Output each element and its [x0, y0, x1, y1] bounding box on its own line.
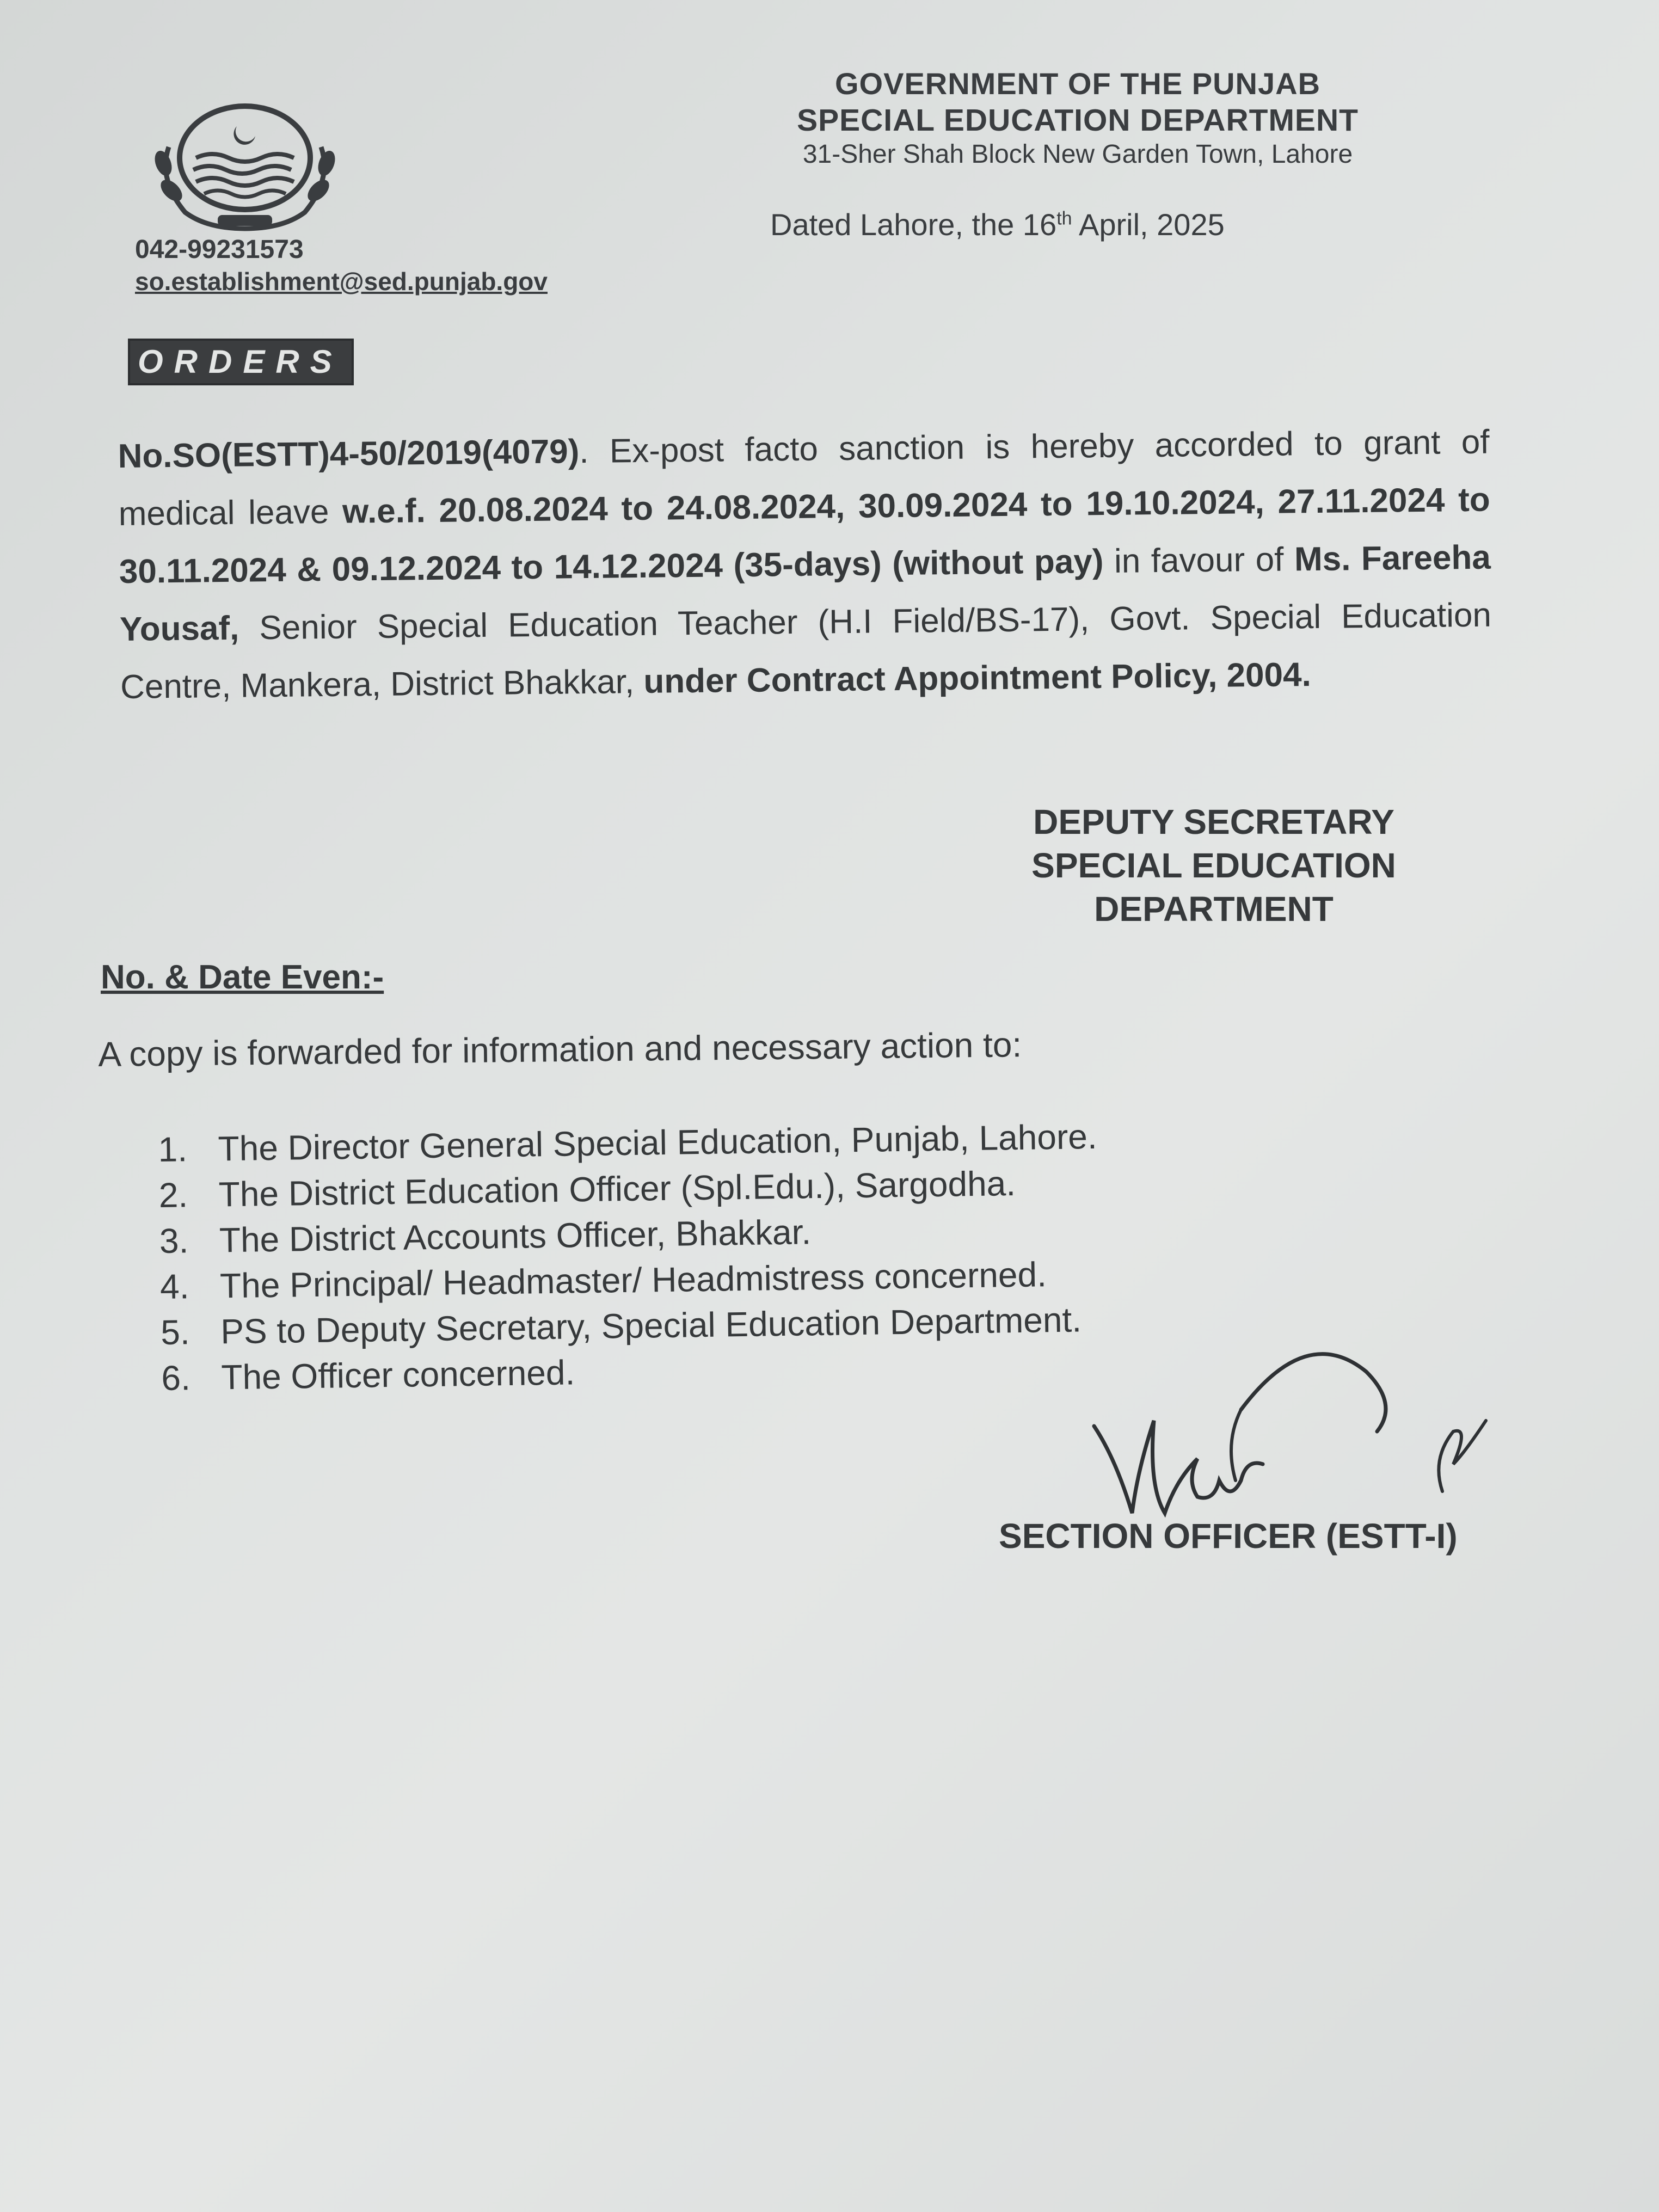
- signatory-line-1: DEPUTY SECRETARY: [1033, 802, 1394, 841]
- section-officer-signatory: SECTION OFFICER (ESTT-I): [999, 1516, 1458, 1556]
- letterhead-address: 31-Sher Shah Block New Garden Town, Lahore: [802, 140, 1353, 169]
- list-item: 6. The Officer concerned.: [161, 1353, 575, 1398]
- list-item: 4. The Principal/ Headmaster/ Headmistress concerned.: [159, 1255, 1047, 1306]
- list-item: 1. The Director General Special Education, Punjab, Lahore.: [158, 1116, 1098, 1169]
- signatory-line-3: DEPARTMENT: [1094, 889, 1334, 929]
- handwritten-signature-icon: [1078, 1328, 1546, 1524]
- phone-number: 042-99231573: [135, 235, 304, 264]
- no-date-even-heading: No. & Date Even:-: [101, 958, 384, 996]
- list-item: 5. PS to Deputy Secretary, Special Education Department.: [160, 1300, 1082, 1352]
- deputy-secretary-signatory: [996, 800, 1431, 931]
- letterhead: [740, 65, 1415, 171]
- email-link[interactable]: so.establishment@sed.punjab.gov: [135, 267, 548, 296]
- order-text-1: . Ex-post facto sanction is hereby accorded to grant of medical leave: [118, 423, 1490, 533]
- order-number: No.SO(ESTT)4-50/2019(4079): [118, 433, 580, 475]
- employee-name: Ms. Fareeha Yousaf,: [119, 538, 1491, 648]
- order-text-3: Senior Special Education Teacher (H.I Field/BS-17), Govt. Special Education Centre, Mankera, District Bhakkar,: [120, 596, 1492, 706]
- letterhead-department: SPECIAL EDUCATION DEPARTMENT: [797, 103, 1359, 138]
- date-rest: April, 2025: [1072, 207, 1225, 242]
- letterhead-government: GOVERNMENT OF THE PUNJAB: [834, 66, 1321, 101]
- recipients-list: [158, 1114, 1101, 1401]
- copy-forwarded-line: A copy is forwarded for information and necessary action to:: [98, 1025, 1022, 1074]
- orders-heading: ORDERS: [128, 339, 354, 385]
- list-item: 2. The District Education Officer (Spl.Edu.), Sargodha.: [158, 1164, 1016, 1215]
- signatory-line-2: SPECIAL EDUCATION: [1031, 846, 1396, 885]
- punjab-government-emblem-icon: [147, 98, 343, 239]
- order-paragraph: [117, 356, 1492, 716]
- leave-dates: w.e.f. 20.08.2024 to 24.08.2024, 30.09.2024 to 19.10.2024, 27.11.2024 to 30.11.2024 & 09.12.2024 to 14.12.2024 (35-days) (without pay): [119, 481, 1490, 591]
- list-item: 3. The District Accounts Officer, Bhakkar.: [159, 1212, 812, 1261]
- contact-block: [135, 234, 548, 297]
- date-prefix: Dated Lahore, the 16: [770, 207, 1057, 242]
- policy-reference: under Contract Appointment Policy, 2004.: [643, 656, 1312, 701]
- order-text-2: in favour of: [1103, 540, 1295, 581]
- date-suffix: th: [1056, 208, 1072, 229]
- date-line: [770, 207, 1225, 242]
